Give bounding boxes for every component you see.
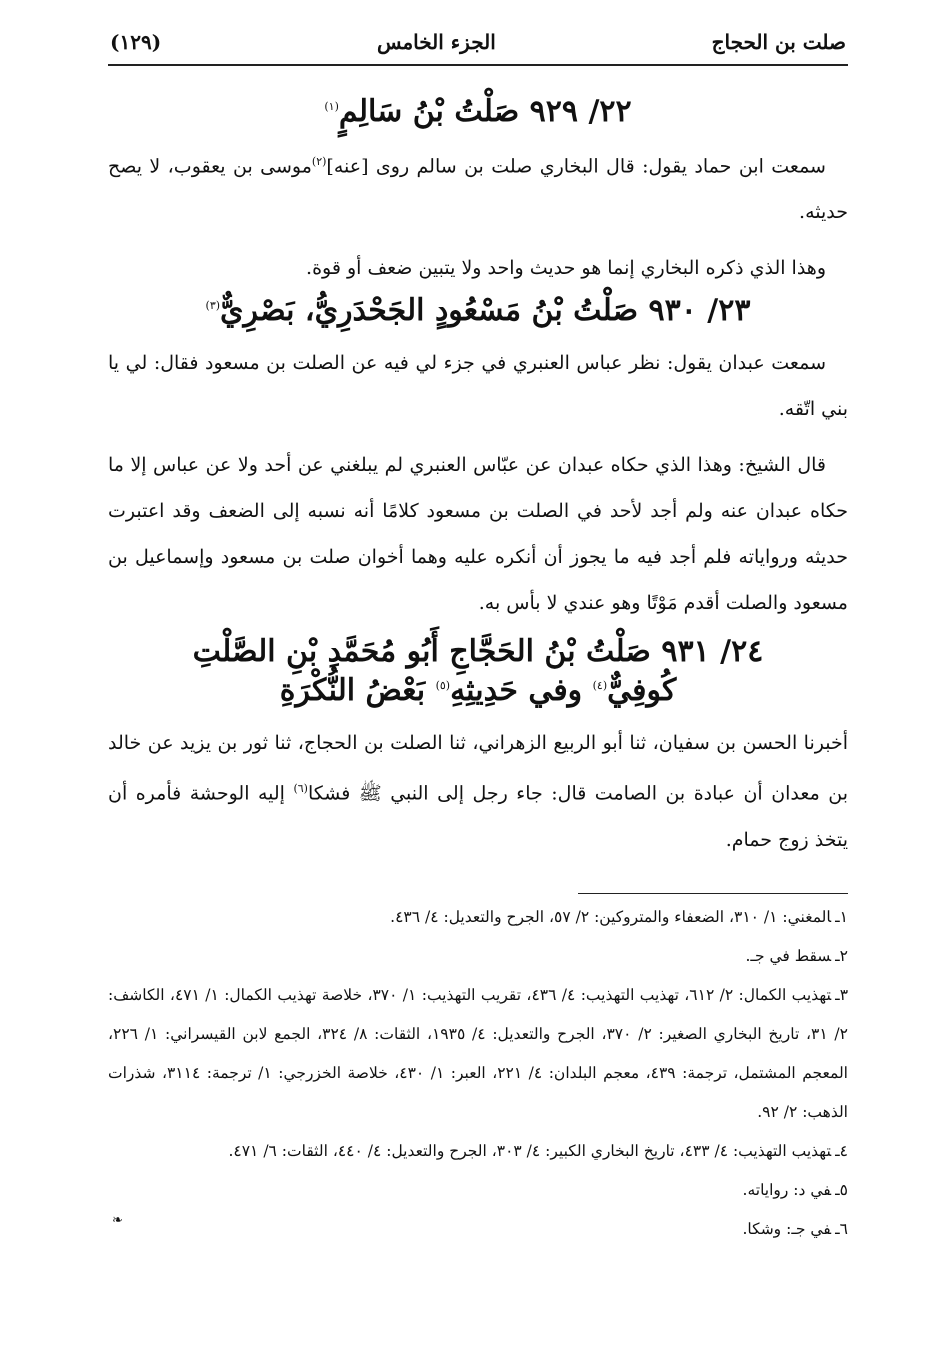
- footnote-number: ٤ـ: [835, 1141, 848, 1160]
- body-paragraph: قال الشيخ: وهذا الذي حكاه عبدان عن عبّاس العنبري لم يبلغني عن أحد ولا عن عباس إلا ما حكاه عبدان عنه ولم أجد لأحد في الصلت بن مسعود كلامًا أنه نسبه إلى الضعف وقد اعتبرت حديثه ورواياته فلم أجد فيه ما يجوز أن أنكره عليه وهما أخوان صلت بن مسعود وإسماعيل بن مسعود والصلت أقدم مَوْتًا وهو عندي لا بأس به.: [108, 454, 848, 615]
- footnote: [108, 937, 848, 976]
- ornament-icon: ❧: [112, 1213, 123, 1228]
- footnote-text: في د: رواياته.: [742, 1180, 832, 1199]
- entry-title: [108, 291, 848, 330]
- running-head-author: صلت بن الحجاج: [711, 30, 846, 54]
- footnote: [108, 976, 848, 1132]
- footnote-number: ٦ـ: [835, 1219, 848, 1238]
- footnote-text: سقط في جـ.: [745, 946, 832, 965]
- footnote-number: ٢ـ: [835, 946, 848, 965]
- paragraph-text: أخبرنا الحسن بن سفيان، ثنا أبو الربيع الزهراني، ثنا الصلت بن الحجاج، ثنا ثور بن يزيد عن خالد بن معدان أن عبادة بن الصامت قال: جاء رجل إلى النبي ﷺ فشكا: [108, 732, 848, 805]
- footnotes: [108, 898, 848, 1249]
- footnote-ref: (٤): [592, 679, 608, 693]
- footnote-number: ٣ـ: [835, 985, 849, 1004]
- footnote: [108, 1210, 848, 1249]
- footnote-ref: (٢): [311, 155, 327, 168]
- footnote-text: المغني: ١/ ٣١٠، الضعفاء والمتروكين: ٢/ ٥٧، الجرح والتعديل: ٤/ ٤٣٦.: [390, 907, 832, 926]
- footnote: [108, 1171, 848, 1210]
- body-paragraph: وهذا الذي ذكره البخاري إنما هو حديث واحد ولا يتبين ضعف أو قوة.: [306, 257, 826, 280]
- body-paragraph: [108, 139, 848, 235]
- footnote-number: ١ـ: [835, 907, 848, 926]
- entry-title: [108, 92, 848, 131]
- entry-title: [108, 632, 848, 710]
- footnote-ref: (١): [324, 100, 339, 113]
- footnote: [108, 1132, 848, 1171]
- footnote-text: تهذيب الكمال: ٢/ ٦١٢، تهذيب التهذيب: ٤/ ٤٣٦، تقريب التهذيب: ١/ ٣٧٠، خلاصة تهذيب الكمال: ١/ ٤٧١، الكاشف: ٢/ ٣١، تاريخ البخاري الصغير: ٢/ ٣٧٠، الجرح والتعديل: ٤/ ١٩٣٥، الثقات: ٨/ ٣٢٤، الجمع لابن القيسراني: ١/ ٢٢٦، المعجم المشتمل، ترجمة: ٤٣٩، معجم البلدان: ٤/ ٢٢١، العبر: ١/ ٤٣٠، خلاصة الخزرجي: ١/ ترجمة: ٣١١٤، شذرات الذهب: ٢/ ٩٢.: [108, 985, 848, 1121]
- body-paragraph: [108, 720, 848, 862]
- entry-title-line: وفي حَدِيثِهِ: [450, 673, 593, 709]
- footnote-divider: [578, 893, 848, 894]
- body-paragraph: سمعت عبدان يقول: نظر عباس العنبري في جزء لي فيه عن الصلت بن مسعود فقال: لي يا بني اتّقه.: [108, 352, 848, 421]
- running-head-volume: الجزء الخامس: [376, 30, 496, 54]
- footnote-text: تهذيب التهذيب: ٤/ ٤٣٣، تاريخ البخاري الكبير: ٤/ ٣٠٣، الجرح والتعديل: ٤/ ٤٤٠، الثقات: ٦/ ٤٧١.: [228, 1141, 832, 1160]
- paragraph-text: موسى بن يعقوب، لا يصح حديثه.: [108, 155, 848, 224]
- entry-title-line: بَعْضُ النُّكْرَةِ: [279, 673, 436, 709]
- paragraph-text: سمعت ابن حماد يقول: قال البخاري صلت بن سالم روى [عنه]: [326, 155, 826, 178]
- entry-title-line: كُوفِيٌّ: [607, 673, 677, 709]
- entry-title-text: ٢٢/ ٩٢٩ صَلْتُ بْنُ سَالِمٍ: [338, 94, 632, 129]
- footnote-ref: (٥): [435, 679, 451, 693]
- running-head: [108, 30, 848, 66]
- paragraph-text: إليه الوحشة فأمره أن يتخذ زوج حمام.: [108, 782, 848, 851]
- footnote-ref: (٣): [205, 299, 221, 313]
- entry-title-line: ٢٤/ ٩٣١ صَلْتُ بْنُ الحَجَّاجِ أَبُو مُحَمَّدِ بْنِ الصَّلْتِ: [192, 634, 764, 670]
- footnote-ref: (٦): [293, 782, 308, 796]
- footnote-text: في جـ: وشكا.: [742, 1219, 832, 1238]
- page-number: (١٢٩): [110, 30, 162, 54]
- footnote: [108, 898, 848, 937]
- footnote-number: ٥ـ: [835, 1180, 848, 1199]
- entry-title-text: ٢٣/ ٩٣٠ صَلْتُ بْنُ مَسْعُودٍ الجَحْدَرِيُّ، بَصْرِيٌّ: [220, 293, 751, 329]
